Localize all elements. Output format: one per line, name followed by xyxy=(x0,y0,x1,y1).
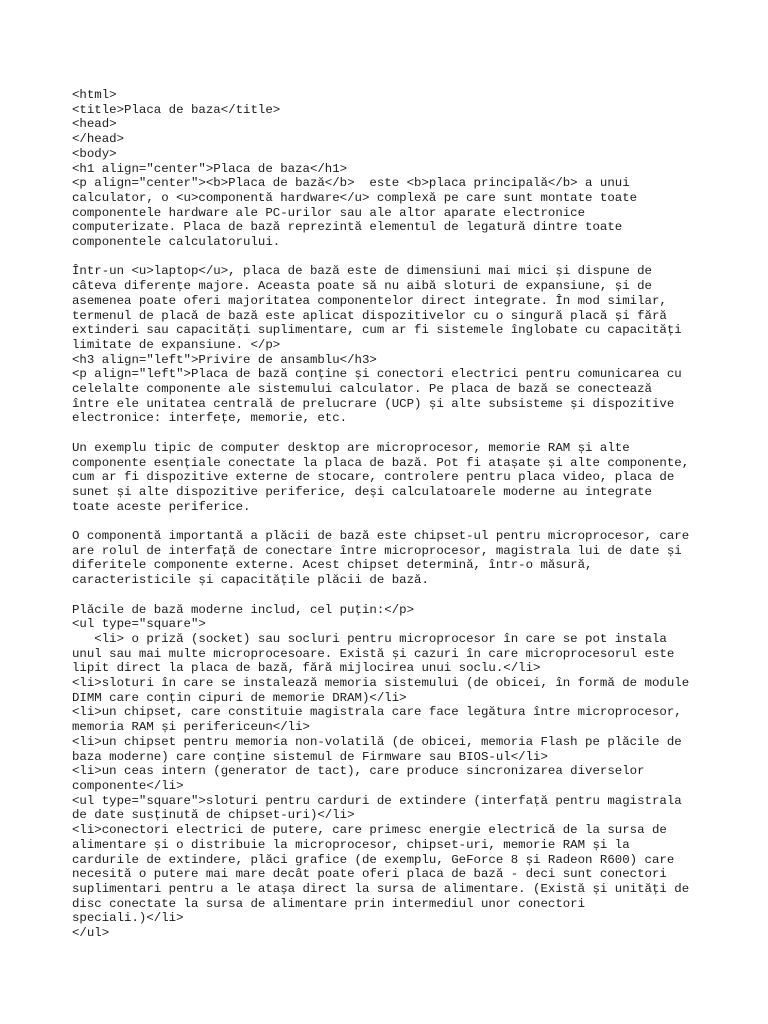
text-line: componentele calculatorului. xyxy=(72,235,281,250)
text-line: câteva diferențe majore. Aceasta poate să nu aibă sloturi de expansiune, și de xyxy=(72,279,652,294)
text-line: speciali.)</li> xyxy=(72,911,184,926)
text-line: </ul> xyxy=(72,926,110,941)
text-line: limitate de expansiune. </p> xyxy=(72,337,281,352)
text-line: calculator, o <u>componentă hardware</u> complexă pe care sunt montate toate xyxy=(72,190,638,205)
text-line: <h1 align="center">Placa de baza</h1> xyxy=(72,161,348,176)
text-line: toate aceste periferice. xyxy=(72,499,251,514)
text-line: electronice: interfețe, memorie, etc. xyxy=(72,411,348,426)
text-line: <li>sloturi în care se instalează memoria sistemului (de obicei, în formă de module xyxy=(72,676,690,691)
text-line: componentele hardware ale PC-urilor sau ale altor aparate electronice xyxy=(72,205,586,220)
text-line: computerizate. Placa de bază reprezintă elementul de legatură dintre toate xyxy=(72,220,623,235)
text-line: suplimentari pentru a le atașa direct la sursa de alimentare. (Există și unități de xyxy=(72,881,690,896)
text-line: <html> xyxy=(72,88,117,102)
text-line: <li> o priză (socket) sau socluri pentru microprocesor în care se pot instala xyxy=(72,631,667,646)
text-line: <li>conectori electrici de putere, care primesc energie electrică de la sursa de xyxy=(72,823,667,838)
text-line: <li>un ceas intern (generator de tact), care produce sincronizarea diverselor xyxy=(72,764,645,779)
text-line: <body> xyxy=(72,146,117,161)
text-line: <head> xyxy=(72,117,117,132)
text-line: lipit direct la placa de bază, fără mijlocirea unui soclu.</li> xyxy=(72,661,541,676)
text-line: diferitele componente externe. Acest chipset determină, într-o măsură, xyxy=(72,558,593,573)
text-line: necesită o putere mai mare decât poate oferi placa de bază - deci sunt conectori xyxy=(72,867,667,882)
text-line: disc conectate la sursa de alimentare prin intermediul unor conectori xyxy=(72,896,586,911)
text-line: Într-un <u>laptop</u>, placa de bază este de dimensiuni mai mici și dispune de xyxy=(72,264,652,279)
text-line: Plăcile de bază moderne includ, cel puțin:</p> xyxy=(72,602,415,617)
text-line: <li>un chipset, care constituie magistrala care face legătura între microprocesor, xyxy=(72,705,682,720)
paragraph-gap xyxy=(72,426,732,441)
text-line: cum ar fi dispozitive externe de stocare, controlere pentru placa video, placa de xyxy=(72,470,675,485)
text-line: caracteristicile și capacitățile plăcii de bază. xyxy=(72,573,429,588)
text-line: componente esențiale conectate la placa de bază. Pot fi atașate și alte componente, xyxy=(72,455,690,470)
text-line: <li>un chipset pentru memoria non-volatilă (de obicei, memoria Flash pe plăcile de xyxy=(72,734,682,749)
paragraph-gap xyxy=(72,250,732,265)
text-line: unul sau mai multe microprocesoare. Există și cazuri în care microprocesorul este xyxy=(72,646,675,661)
text-line: memoria RAM și perifericeun</li> xyxy=(72,720,310,735)
text-line: asemenea poate oferi majoritatea componentelor direct integrate. În mod similar, xyxy=(72,293,667,308)
text-line: DIMM care conțin cipuri de memorie DRAM)</li> xyxy=(72,690,407,705)
document-text xyxy=(72,88,732,941)
text-line: între ele unitatea centrală de prelucrare (UCP) și alte subsisteme și dispozitive xyxy=(72,396,675,411)
paragraph-gap xyxy=(72,514,732,529)
text-line: termenul de placă de bază este aplicat dispozitivelor cu o singură placă și fără xyxy=(72,308,667,323)
text-line: <h3 align="left">Privire de ansamblu</h3> xyxy=(72,352,377,367)
text-line: celelalte componente ale sistemului calculator. Pe placa de bază se conectează xyxy=(72,382,652,397)
text-line: componente</li> xyxy=(72,778,184,793)
paragraph-gap xyxy=(72,588,732,603)
text-line: <title>Placa de baza</title> xyxy=(72,102,281,117)
text-line: de date susținută de chipset-uri)</li> xyxy=(72,808,355,823)
text-line: O componentă importantă a plăcii de bază este chipset-ul pentru microprocesor, care xyxy=(72,529,690,544)
text-line: sunet și alte dispozitive periferice, deși calculatoarele moderne au integrate xyxy=(72,484,652,499)
text-line: <ul type="square">sloturi pentru carduri de extindere (interfață pentru magistrala xyxy=(72,793,682,808)
text-line: alimentare și o distribuie la microprocesor, chipset-uri, memorie RAM și la xyxy=(72,837,630,852)
text-line: <ul type="square"> xyxy=(72,617,206,632)
text-line: cardurile de extindere, plăci grafice (de exemplu, GeForce 8 și Radeon R600) care xyxy=(72,852,675,867)
text-line: are rolul de interfață de conectare între microprocesor, magistrala lui de date și xyxy=(72,543,682,558)
text-line: </head> xyxy=(72,132,125,147)
text-line: <p align="left">Placa de bază conține și conectori electrici pentru comunicarea cu xyxy=(72,367,682,382)
text-line: Un exemplu tipic de computer desktop are microprocesor, memorie RAM și alte xyxy=(72,440,630,455)
text-line: extinderi sau capacități suplimentare, cum ar fi sistemele înglobate cu capacități xyxy=(72,323,682,338)
text-line: baza moderne) care conține sistemul de Firmware sau BIOS-ul</li> xyxy=(72,749,548,764)
text-line: <p align="center"><b>Placa de bază</b> este <b>placa principală</b> a unui xyxy=(72,176,630,191)
